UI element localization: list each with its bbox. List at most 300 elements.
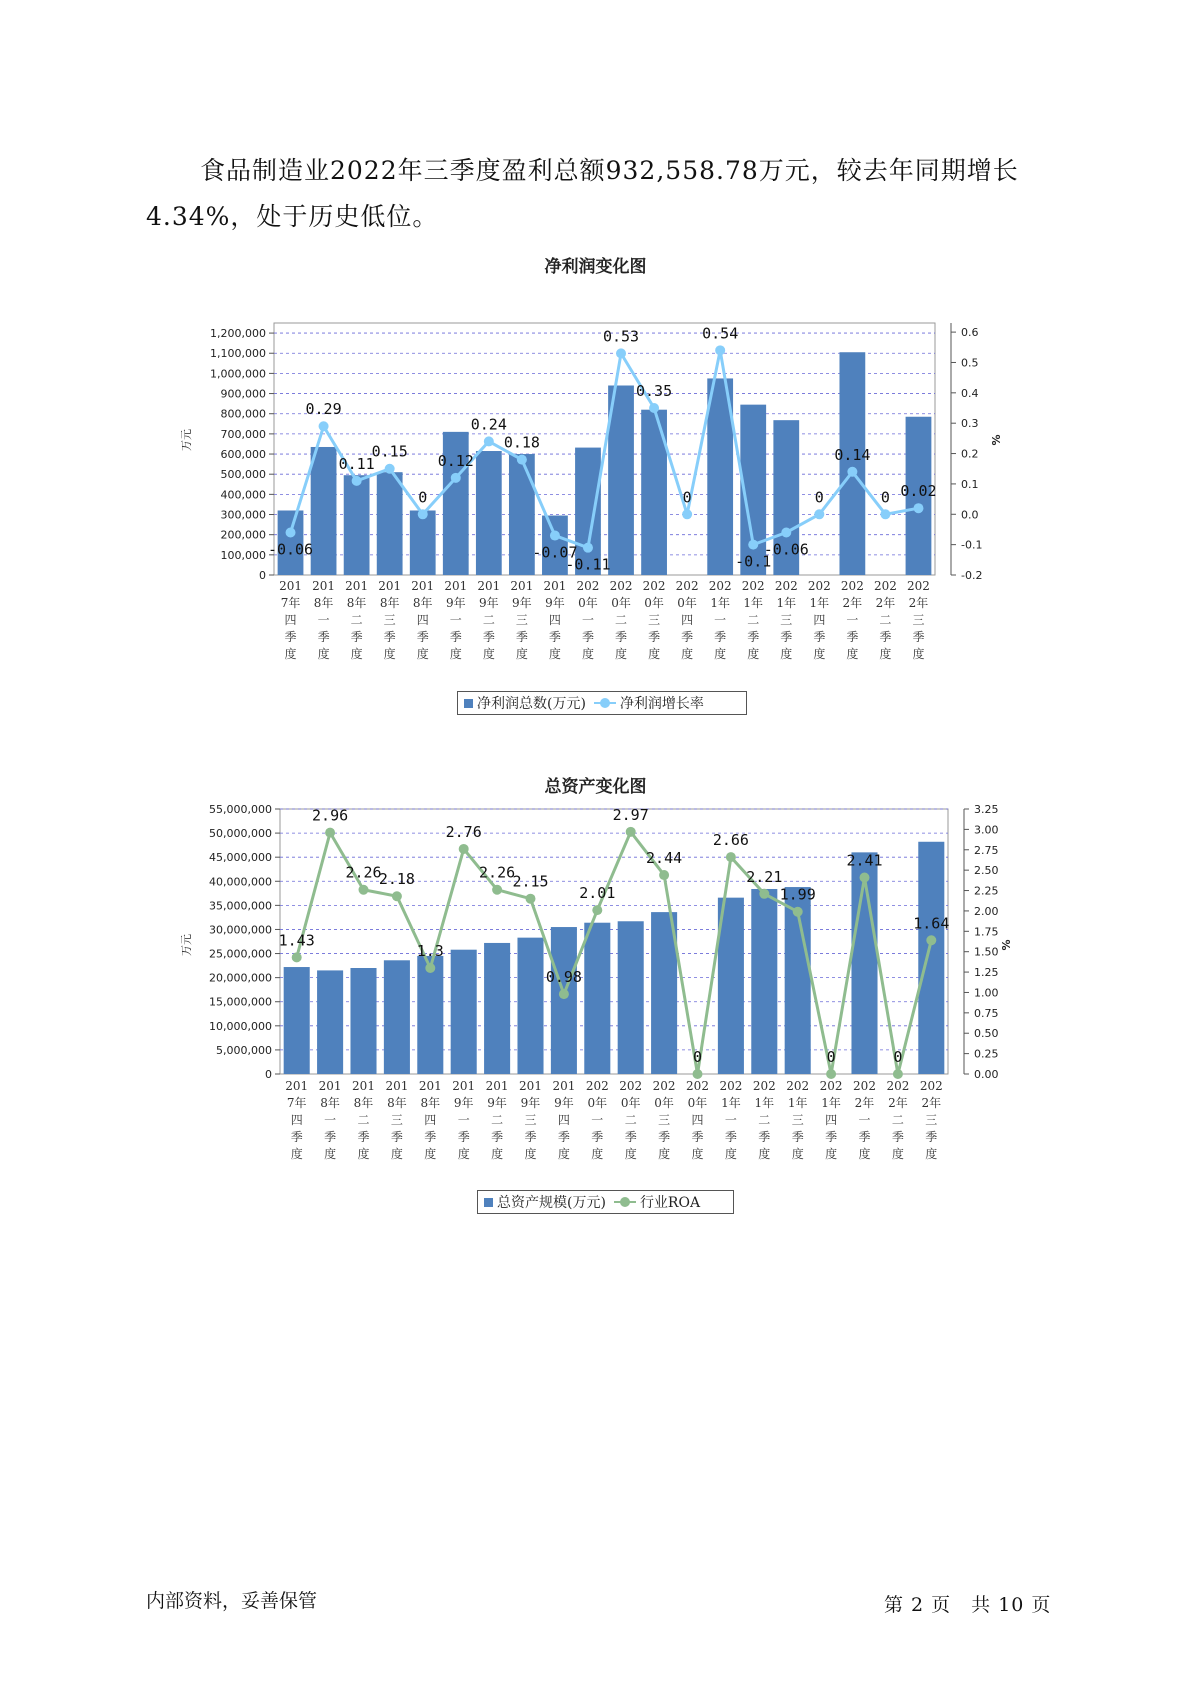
category-label: 201: [519, 1079, 542, 1093]
category-label: 度: [825, 1147, 838, 1161]
legend-label-total-assets: 总资产规模(万元): [497, 1195, 606, 1211]
category-label: 二: [624, 1113, 637, 1127]
category-label: 二: [350, 613, 363, 627]
y2-tick-label: 0.3: [961, 417, 979, 431]
data-label: 2.66: [712, 831, 749, 850]
category-label: 季: [390, 1130, 403, 1144]
category-label: 季: [825, 1130, 838, 1144]
category-label: 三: [780, 613, 793, 627]
category-label: 季: [681, 630, 694, 644]
category-label: 度: [714, 647, 727, 661]
category-label: 8年: [346, 596, 367, 610]
category-label: 0年: [677, 596, 697, 610]
line-point: [559, 989, 569, 999]
data-label: 2.21: [746, 867, 783, 886]
data-label: 0.53: [602, 327, 640, 346]
y2-axis-label: %: [990, 434, 1003, 446]
bar: [476, 451, 502, 575]
y-tick-label: 800,000: [220, 407, 266, 421]
y2-tick-label: 0.25: [974, 1047, 999, 1061]
footer-confidential: 内部资料，妥善保管: [146, 1590, 318, 1612]
category-label: 202: [719, 1079, 743, 1093]
y-tick-label: 40,000,000: [209, 875, 272, 889]
y2-tick-label: 0.4: [961, 386, 979, 400]
line-point: [616, 348, 626, 358]
category-label: 季: [591, 1130, 604, 1144]
y2-tick-label: 0.6: [961, 326, 979, 340]
category-label: 季: [624, 1130, 637, 1144]
category-label: 度: [681, 647, 694, 661]
line-point: [359, 885, 369, 895]
category-label: 季: [925, 1130, 938, 1144]
data-label: 2.18: [378, 870, 415, 889]
category-label: 201: [444, 579, 468, 593]
category-label: 二: [482, 613, 495, 627]
category-label: 1年: [721, 1096, 741, 1110]
category-label: 202: [873, 579, 897, 593]
bar: [317, 970, 343, 1074]
category-label: 季: [482, 630, 495, 644]
y2-tick-label: 2.75: [974, 843, 999, 857]
category-label: 8年: [387, 1096, 407, 1110]
category-label: 度: [813, 647, 826, 661]
category-label: 季: [515, 630, 528, 644]
category-label: 季: [424, 1130, 437, 1144]
bar: [350, 968, 376, 1074]
y2-tick-label: 3.00: [974, 823, 999, 837]
line-point: [418, 509, 428, 519]
data-label: 2.26: [479, 863, 516, 882]
chart1-title: 净利润变化图: [544, 257, 647, 277]
line-point: [392, 891, 402, 901]
data-label: 0.24: [470, 415, 507, 434]
category-label: 8年: [320, 1096, 340, 1110]
category-label: 1年: [787, 1096, 808, 1110]
y-tick-label: 0: [259, 569, 266, 582]
line-point: [893, 1069, 903, 1079]
category-label: 201: [285, 1079, 309, 1093]
category-label: 度: [557, 1147, 570, 1161]
category-label: 202: [708, 579, 732, 593]
category-label: 三: [658, 1113, 671, 1127]
category-label: 0年: [578, 596, 598, 610]
bar: [484, 943, 510, 1074]
chart1-legend: [457, 691, 747, 715]
category-label: 季: [284, 630, 297, 644]
category-label: 一: [449, 613, 462, 627]
line-point: [793, 907, 803, 917]
category-label: 2年: [854, 1096, 875, 1110]
category-label: 二: [357, 1113, 370, 1127]
data-label: 0: [418, 488, 428, 507]
data-label: 2.44: [646, 849, 683, 868]
data-label: -0.06: [763, 540, 809, 559]
y2-tick-label: 2.25: [974, 884, 999, 898]
category-label: 度: [317, 647, 330, 661]
category-label: 季: [813, 630, 826, 644]
category-label: 9年: [545, 596, 565, 610]
category-label: 季: [780, 630, 793, 644]
category-label: 202: [886, 1079, 910, 1093]
category-label: 度: [491, 1147, 504, 1161]
bar: [377, 472, 403, 575]
line-point: [860, 872, 870, 882]
category-label: 1年: [710, 596, 730, 610]
category-label: 度: [284, 647, 297, 661]
category-label: 四: [681, 613, 694, 627]
y-axis-label: 万元: [180, 429, 193, 451]
data-label: 1.64: [913, 914, 950, 933]
category-label: 202: [853, 1079, 876, 1093]
category-label: 一: [581, 613, 594, 627]
data-label: 1.43: [278, 931, 315, 950]
data-label: 2.41: [846, 851, 883, 870]
bar: [384, 960, 410, 1074]
category-label: 度: [846, 647, 859, 661]
line-point: [659, 870, 669, 880]
category-label: 1年: [776, 596, 797, 610]
category-label: 度: [350, 647, 363, 661]
category-label: 度: [416, 647, 429, 661]
y-tick-label: 1,200,000: [210, 327, 266, 341]
category-label: 季: [648, 630, 661, 644]
category-label: 三: [524, 1113, 537, 1127]
data-label: 0: [682, 488, 692, 507]
category-label: 2年: [842, 596, 863, 610]
category-label: 9年: [520, 1096, 541, 1110]
category-label: 四: [691, 1113, 704, 1127]
y2-tick-label: 2.50: [974, 864, 999, 878]
legend-item-bar: [464, 693, 586, 713]
y-tick-label: 55,000,000: [209, 803, 272, 816]
bar: [584, 923, 610, 1074]
category-label: 季: [691, 1130, 704, 1144]
line-point: [781, 527, 791, 537]
category-label: 度: [658, 1147, 671, 1161]
category-label: 度: [724, 1147, 737, 1161]
y-tick-label: 600,000: [220, 448, 266, 462]
category-label: 8年: [353, 1096, 374, 1110]
legend-label-growth-rate: 净利润增长率: [619, 696, 704, 712]
category-label: 8年: [412, 596, 433, 610]
category-label: 2年: [875, 596, 896, 610]
category-label: 季: [416, 630, 429, 644]
legend-label-roa: 行业ROA: [639, 1195, 701, 1211]
category-label: 度: [691, 1147, 704, 1161]
category-label: 度: [591, 1147, 604, 1161]
category-label: 201: [485, 1079, 509, 1093]
category-label: 一: [317, 613, 330, 627]
category-label: 季: [449, 630, 462, 644]
category-label: 二: [747, 613, 760, 627]
category-label: 四: [290, 1113, 303, 1127]
category-label: 季: [912, 630, 925, 644]
y-tick-label: 1,000,000: [210, 367, 266, 381]
line-point: [926, 935, 936, 945]
bar: [344, 475, 370, 575]
category-label: 202: [819, 1079, 843, 1093]
category-label: 201: [318, 1079, 342, 1093]
bar: [618, 921, 644, 1074]
category-label: 1年: [743, 596, 764, 610]
line-point: [425, 963, 435, 973]
y2-tick-label: 0.0: [961, 508, 979, 522]
data-label: -0.1: [735, 552, 772, 571]
line-point: [726, 852, 736, 862]
line-point: [583, 543, 593, 553]
category-label: 季: [758, 1130, 771, 1144]
line-point: [748, 540, 758, 550]
line-point: [759, 889, 769, 899]
category-label: 度: [324, 1147, 337, 1161]
bar: [417, 956, 443, 1074]
category-label: 一: [714, 613, 727, 627]
category-label: 季: [548, 630, 561, 644]
category-label: 度: [482, 647, 495, 661]
net-profit-chart: [0, 290, 1191, 661]
category-label: 四: [825, 1113, 838, 1127]
category-label: 202: [752, 1079, 776, 1093]
line-point: [649, 403, 659, 413]
category-label: 度: [290, 1147, 303, 1161]
bar: [918, 842, 944, 1074]
y-axis-label: 万元: [180, 934, 193, 956]
category-label: 1年: [809, 596, 830, 610]
y2-tick-label: 3.25: [974, 803, 999, 816]
line-point: [325, 828, 335, 838]
category-label: 四: [284, 613, 297, 627]
legend-item-line: [594, 693, 704, 713]
category-label: 202: [619, 1079, 643, 1093]
y-tick-label: 400,000: [220, 488, 266, 502]
category-label: 度: [390, 1147, 403, 1161]
line-point: [550, 531, 560, 541]
category-label: 季: [658, 1130, 671, 1144]
y-tick-label: 500,000: [220, 468, 266, 482]
category-label: 8年: [313, 596, 334, 610]
category-label: 一: [846, 613, 859, 627]
category-label: 三: [925, 1113, 938, 1127]
data-label: 2.76: [445, 822, 482, 841]
category-label: 一: [591, 1113, 604, 1127]
category-label: 度: [758, 1147, 771, 1161]
category-label: 202: [807, 579, 831, 593]
y-tick-label: 30,000,000: [209, 923, 272, 937]
category-label: 季: [383, 630, 396, 644]
y2-tick-label: 0.75: [974, 1006, 999, 1020]
category-label: 度: [615, 647, 628, 661]
category-label: 一: [724, 1113, 737, 1127]
y2-tick-label: 2.00: [974, 904, 999, 918]
data-label: -0.11: [565, 555, 611, 574]
data-label: 2.96: [312, 806, 349, 825]
category-label: 201: [312, 579, 336, 593]
data-label: 0.15: [371, 442, 408, 461]
intro-paragraph: 食品制造业2022年三季度盈利总额932,558.78万元，较去年同期增长4.34%，处于历史低位。: [146, 156, 1019, 231]
y-tick-label: 100,000: [220, 548, 266, 562]
bar: [311, 447, 337, 575]
data-label: 1.99: [779, 885, 816, 904]
category-label: 9年: [453, 1096, 474, 1110]
category-label: 度: [449, 647, 462, 661]
y2-tick-label: 0.2: [961, 447, 979, 461]
category-label: 度: [383, 647, 396, 661]
category-label: 度: [648, 647, 661, 661]
category-label: 7年: [280, 596, 301, 610]
line-point: [626, 827, 636, 837]
category-label: 0年: [644, 596, 664, 610]
category-label: 201: [352, 1079, 375, 1093]
category-label: 202: [774, 579, 798, 593]
category-label: 季: [350, 630, 363, 644]
y2-axis-label: %: [1000, 939, 1013, 951]
category-label: 201: [552, 1079, 576, 1093]
y2-tick-label: 0.00: [974, 1068, 999, 1081]
y-tick-label: 20,000,000: [209, 971, 272, 985]
category-label: 度: [747, 647, 760, 661]
category-label: 季: [290, 1130, 303, 1144]
line-point: [880, 509, 890, 519]
line-point: [715, 345, 725, 355]
category-label: 201: [385, 1079, 409, 1093]
category-label: 季: [581, 630, 594, 644]
legend-item-bar: [484, 1192, 606, 1212]
data-label: 2.26: [345, 863, 382, 882]
y2-tick-label: 0.1: [961, 477, 979, 491]
category-label: 一: [858, 1113, 871, 1127]
category-label: 度: [858, 1147, 871, 1161]
data-label: 0: [692, 1048, 703, 1066]
category-label: 9年: [445, 596, 466, 610]
line-point: [814, 509, 824, 519]
bar: [451, 950, 477, 1074]
category-label: 度: [891, 1147, 904, 1161]
category-label: 度: [879, 647, 892, 661]
category-label: 201: [279, 579, 302, 593]
category-label: 季: [324, 1130, 337, 1144]
y-tick-label: 900,000: [220, 387, 266, 401]
category-label: 度: [925, 1147, 938, 1161]
line-point: [319, 421, 329, 431]
category-label: 9年: [554, 1096, 574, 1110]
line-point: [826, 1069, 836, 1079]
bar: [410, 510, 436, 575]
category-label: 季: [524, 1130, 537, 1144]
category-label: 202: [840, 579, 864, 593]
category-label: 2年: [921, 1096, 942, 1110]
category-label: 7年: [286, 1096, 307, 1110]
footer-page-number: 第 2 页 共 10 页: [884, 1594, 1052, 1616]
category-label: 202: [652, 1079, 676, 1093]
bar: [517, 938, 543, 1074]
category-label: 一: [324, 1113, 337, 1127]
data-label: 0.11: [338, 454, 375, 473]
category-label: 201: [345, 579, 369, 593]
category-label: 201: [452, 1079, 476, 1093]
data-label: 0: [826, 1048, 836, 1066]
line-point: [385, 464, 395, 474]
category-label: 度: [515, 647, 528, 661]
category-label: 0年: [687, 1096, 708, 1110]
y-tick-label: 25,000,000: [209, 947, 272, 961]
category-label: 四: [424, 1113, 437, 1127]
category-label: 202: [786, 1079, 810, 1093]
category-label: 201: [411, 579, 435, 593]
category-label: 季: [858, 1130, 871, 1144]
data-label: -0.06: [267, 540, 314, 559]
y-tick-label: 700,000: [220, 427, 266, 441]
category-label: 9年: [487, 1096, 507, 1110]
category-label: 季: [615, 630, 628, 644]
category-label: 季: [747, 630, 760, 644]
line-point: [526, 894, 536, 904]
data-label: 0: [893, 1048, 903, 1066]
legend-item-line: [614, 1192, 700, 1212]
y-tick-label: 35,000,000: [209, 899, 272, 913]
legend-label-net-profit: 净利润总数(万元): [477, 696, 586, 712]
category-label: 度: [357, 1147, 370, 1161]
y-tick-label: 15,000,000: [209, 995, 272, 1009]
data-label: 0.98: [545, 968, 582, 987]
category-label: 度: [624, 1147, 637, 1161]
category-label: 2年: [908, 596, 929, 610]
category-label: 202: [686, 1079, 709, 1093]
line-point: [693, 1069, 703, 1079]
category-label: 季: [846, 630, 859, 644]
category-label: 202: [907, 579, 930, 593]
category-label: 度: [912, 647, 925, 661]
category-label: 201: [378, 579, 402, 593]
category-label: 度: [581, 647, 594, 661]
data-label: 0.02: [900, 482, 937, 501]
category-label: 三: [515, 613, 528, 627]
category-label: 202: [919, 1079, 943, 1093]
y-tick-label: 200,000: [220, 528, 266, 542]
y2-tick-label: 1.50: [974, 945, 999, 959]
category-label: 二: [879, 613, 892, 627]
category-label: 四: [813, 613, 826, 627]
bar: [551, 927, 577, 1074]
category-label: 1年: [821, 1096, 841, 1110]
category-label: 一: [457, 1113, 470, 1127]
data-label: 0.29: [305, 400, 342, 419]
category-label: 0年: [654, 1096, 674, 1110]
category-label: 0年: [620, 1096, 641, 1110]
y-tick-label: 10,000,000: [209, 1019, 272, 1033]
category-label: 度: [791, 1147, 804, 1161]
category-label: 8年: [379, 596, 400, 610]
y2-tick-label: 1.25: [974, 966, 999, 980]
y2-tick-label: -0.1: [961, 538, 983, 552]
y-tick-label: 300,000: [220, 508, 266, 522]
line-point: [847, 467, 857, 477]
y2-tick-label: 1.75: [974, 925, 999, 939]
category-label: 8年: [420, 1096, 441, 1110]
category-label: 9年: [479, 596, 499, 610]
y2-tick-label: 0.50: [974, 1027, 999, 1041]
line-point: [682, 509, 692, 519]
line-point: [286, 527, 296, 537]
data-label: 1.3: [416, 942, 444, 960]
plot-frame: [280, 806, 948, 1074]
category-label: 201: [543, 579, 567, 593]
category-label: 四: [416, 613, 429, 627]
line-point: [517, 455, 527, 465]
category-label: 季: [317, 630, 330, 644]
bar: [509, 454, 535, 575]
category-label: 季: [714, 630, 727, 644]
y-tick-label: 0: [265, 1068, 272, 1081]
